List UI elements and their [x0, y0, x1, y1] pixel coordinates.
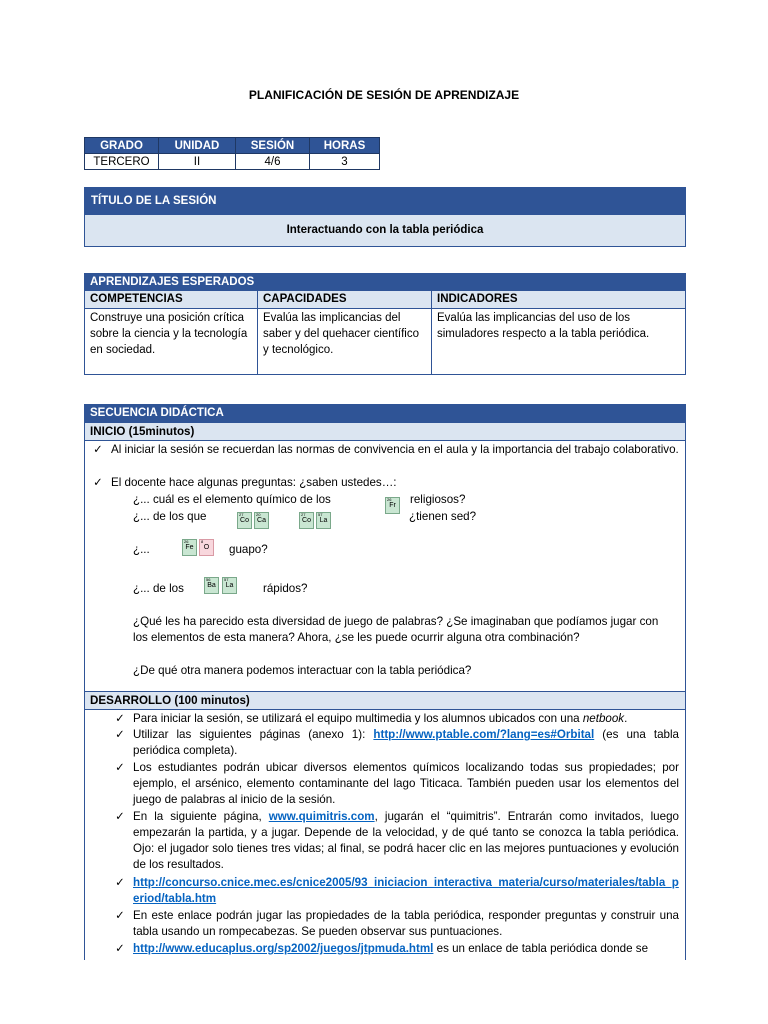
check-icon: ✓ — [115, 728, 125, 741]
session-header: SESIÓN — [236, 138, 310, 154]
inicio-bullet-2 — [93, 475, 679, 491]
desarrollo-bullet-2 — [115, 727, 679, 759]
bullet-text: (es una tabla periódica completa). — [133, 728, 679, 757]
page-title: PLANIFICACIÓN DE SESIÓN DE APRENDIZAJE — [248, 88, 520, 102]
grade-table-header — [85, 138, 380, 154]
ptable-link[interactable]: http://www.ptable.com/?lang=es#Orbital — [373, 728, 595, 741]
inicio-header: INICIO (15minutos) — [85, 422, 685, 441]
question-4b: rápidos? — [263, 582, 308, 595]
cnice-link[interactable]: http://concurso.cnice.mec.es/cnice2005/93_iniciacion_interactiva_materia/curso/materiales/tabla_period/tabla.htm — [133, 876, 679, 905]
inicio-paragraph-2: ¿De qué otra manera podemos interactuar con la tabla periódica? — [133, 664, 472, 677]
unit-header: UNIDAD — [159, 138, 236, 154]
indicadores-header: INDICADORES — [432, 291, 686, 309]
desarrollo-bullet-6 — [115, 908, 679, 940]
didactic-sequence — [84, 404, 686, 960]
check-icon: ✓ — [93, 476, 103, 489]
desarrollo-header: DESARROLLO (100 minutos) — [85, 691, 685, 710]
expected-learning-table — [84, 273, 686, 375]
bullet-text: es un enlace de tabla periódica donde se — [433, 942, 649, 955]
quimitris-link[interactable]: www.quimitris.com — [268, 810, 375, 823]
question-4a: ¿... de los — [133, 582, 184, 595]
bullet-text: Al iniciar la sesión se recuerdan las normas de convivencia en el aula y la importancia del trabajo colaborativo. — [111, 443, 679, 456]
educaplus-link[interactable]: http://www.educaplus.org/sp2002/juegos/jtpmuda.html — [133, 942, 434, 955]
bullet-text: El docente hace algunas preguntas: ¿saben ustedes…: — [111, 476, 397, 489]
question-1a: ¿... cuál es el elemento químico de los — [133, 493, 331, 506]
check-icon: ✓ — [115, 876, 125, 889]
bullet-text: , jugarán el “quimitris”. Entrarán como invitados, luego empezarán la partida, y a jugar. Depende de la velocidad, y de qué tanto se conozca la tabla periódica. Ojo: el jugador solo tienes tres vidas; al final, se podrá hacer clic en las mejores puntuaciones y evolución de los resultados. — [133, 810, 679, 871]
check-icon: ✓ — [93, 443, 103, 456]
desarrollo-bullet-7 — [115, 941, 679, 957]
session-title-header: TÍTULO DE LA SESIÓN — [85, 188, 685, 214]
desarrollo-bullet-3 — [115, 760, 679, 808]
question-1b: religiosos? — [410, 493, 466, 506]
sequence-header: SECUENCIA DIDÁCTICA — [85, 405, 685, 422]
session-title-value: Interactuando con la tabla periódica — [85, 214, 685, 246]
desarrollo-bullet-4 — [115, 809, 679, 873]
element-tile-la: 57 La — [316, 512, 331, 529]
element-tile-o: 8 O — [199, 539, 214, 556]
bullet-text: En este enlace podrán jugar las propiedades de la tabla periódica, responder preguntas y construir una tabla usando un rompecabezas. Se pueden observar sus puntuaciones. — [133, 909, 679, 938]
session-value: 4/6 — [236, 154, 310, 170]
inicio-paragraph-1: ¿Qué les ha parecido esta diversidad de juego de palabras? ¿Se imaginaban que podíamos jugar con los elementos de esta manera? Ahora, ¿se les puede ocurrir alguna otra combinación? — [133, 615, 659, 644]
check-icon: ✓ — [115, 909, 125, 922]
hours-header: HORAS — [310, 138, 380, 154]
grade-table-values — [85, 154, 380, 170]
element-tile-fr: 26 Fr — [385, 497, 400, 514]
inicio-body — [85, 441, 685, 691]
question-3a: ¿... — [133, 543, 150, 556]
grade-value: TERCERO — [85, 154, 159, 170]
grade-header: GRADO — [85, 138, 159, 154]
desarrollo-bullet-5 — [115, 875, 679, 907]
inicio-bullet-1 — [93, 442, 679, 458]
bullet-text: Para iniciar la sesión, se utilizará el equipo multimedia y los alumnos ubicados con una — [133, 712, 583, 725]
check-icon: ✓ — [115, 810, 125, 823]
element-tile-la: 57 La — [222, 577, 237, 594]
check-icon: ✓ — [115, 761, 125, 774]
question-2a: ¿... de los que — [133, 510, 207, 523]
bullet-text: En la siguiente página, — [133, 810, 269, 823]
competencias-cell: Construye una posición crítica sobre la ciencia y la tecnología en sociedad. — [85, 309, 258, 375]
session-title-box — [84, 187, 686, 247]
competencias-header: COMPETENCIAS — [85, 291, 258, 309]
grade-table — [84, 137, 380, 170]
expected-learning-header: APRENDIZAJES ESPERADOS — [85, 274, 686, 291]
indicadores-cell: Evalúa las implicancias del uso de los simuladores respecto a la tabla periódica. — [432, 309, 686, 375]
desarrollo-bullet-1 — [115, 711, 679, 727]
check-icon: ✓ — [115, 942, 125, 955]
element-tile-co: 27 Co — [237, 512, 252, 529]
element-tile-ca: 20 Ca — [254, 512, 269, 529]
bullet-text: Los estudiantes podrán ubicar diversos elementos químicos localizando todas sus propiedades; por ejemplo, el arsénico, elemento contaminante del lago Titicaca. También pueden usar los elementos del juego de palabras al inicio de la sesión. — [133, 761, 679, 806]
question-2b: ¿tienen sed? — [409, 510, 477, 523]
bullet-text: . — [624, 712, 628, 725]
capacidades-cell: Evalúa las implicancias del saber y del quehacer científico y tecnológico. — [258, 309, 432, 375]
hours-value: 3 — [310, 154, 380, 170]
unit-value: II — [159, 154, 236, 170]
element-tile-fe: 26 Fe — [182, 539, 197, 556]
netbook-text: netbook — [582, 712, 625, 725]
element-tile-ba: 56 Ba — [204, 577, 219, 594]
bullet-text: Utilizar las siguientes páginas (anexo 1): — [133, 728, 374, 741]
element-tile-co: 27 Co — [299, 512, 314, 529]
question-3b: guapo? — [229, 543, 268, 556]
check-icon: ✓ — [115, 712, 125, 725]
desarrollo-body — [85, 710, 685, 960]
capacidades-header: CAPACIDADES — [258, 291, 432, 309]
